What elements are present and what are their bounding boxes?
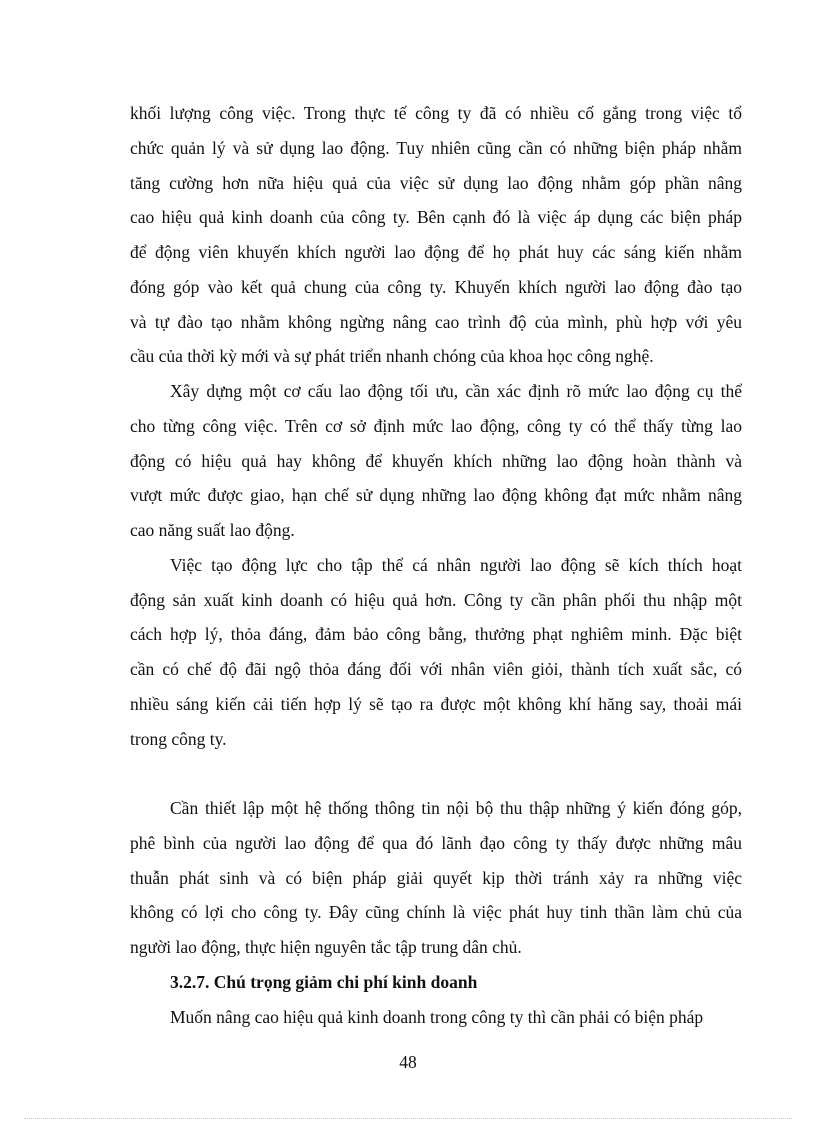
text-line: cầu của thời kỳ mới và sự phát triển nhanh chóng của khoa học công nghệ. bbox=[130, 346, 654, 367]
text-line: thuẫn phát sinh và có biện pháp giải quyết kịp thời tránh xảy ra những việc bbox=[130, 867, 742, 888]
text-line: Cần thiết lập một hệ thống thông tin nội bộ thu thập những ý kiến đóng góp, bbox=[170, 798, 742, 818]
page-bottom-divider bbox=[24, 1118, 792, 1119]
text-line: động có hiệu quả hay không để khuyến khích những lao động hoàn thành và bbox=[130, 450, 742, 471]
text-line: Xây dựng một cơ cấu lao động tối ưu, cần xác định rõ mức lao động cụ thể bbox=[170, 381, 742, 401]
text-line: nhiều sáng kiến cải tiến hợp lý sẽ tạo ra được một không khí hăng say, thoải mái bbox=[130, 693, 742, 714]
text-line: cho từng công việc. Trên cơ sở định mức lao động, công ty có thể thấy từng lao bbox=[130, 415, 742, 436]
paragraph-gap bbox=[130, 756, 742, 791]
section-heading: 3.2.7. Chú trọng giảm chi phí kinh doanh bbox=[170, 971, 478, 992]
text-line: Việc tạo động lực cho tập thể cá nhân người lao động sẽ kích thích hoạt bbox=[170, 554, 742, 575]
text-line: cách hợp lý, thỏa đáng, đảm bảo công bằng, thưởng phạt nghiêm minh. Đặc biệt bbox=[130, 624, 742, 645]
text-line: đóng góp vào kết quả chung của công ty. Khuyến khích người lao động đào tạo bbox=[130, 276, 742, 297]
text-line: cần có chế độ đãi ngộ thỏa đáng đối với nhân viên giỏi, thành tích xuất sắc, có bbox=[130, 659, 742, 679]
text-line: cao hiệu quả kinh doanh của công ty. Bên cạnh đó là việc áp dụng các biện pháp bbox=[130, 207, 742, 228]
text-line: khối lượng công việc. Trong thực tế công ty đã có nhiều cố gắng trong việc tổ bbox=[130, 103, 742, 123]
document-body bbox=[130, 96, 742, 1034]
text-line: trong công ty. bbox=[130, 728, 227, 749]
paragraph bbox=[130, 548, 742, 757]
text-line: không có lợi cho công ty. Đây cũng chính là việc phát huy tinh thần làm chủ của bbox=[130, 902, 742, 923]
page-number: 48 bbox=[399, 1052, 417, 1072]
text-line: chức quản lý và sử dụng lao động. Tuy nhiên cũng cần có những biện pháp nhằm bbox=[130, 137, 742, 158]
text-line: tăng cường hơn nữa hiệu quả của việc sử dụng lao động nhằm góp phần nâng bbox=[130, 172, 742, 193]
text-line: vượt mức được giao, hạn chế sử dụng những lao động không đạt mức nhằm nâng bbox=[130, 485, 742, 506]
text-line: Muốn nâng cao hiệu quả kinh doanh trong công ty thì cần phải có biện pháp bbox=[170, 1006, 704, 1027]
text-line: để động viên khuyến khích người lao động để họ phát huy các sáng kiến nhằm bbox=[130, 242, 742, 262]
text-line: và tự đào tạo nhằm không ngừng nâng cao trình độ của mình, phù hợp với yêu bbox=[130, 311, 742, 332]
paragraph bbox=[130, 374, 742, 548]
text-line: động sản xuất kinh doanh có hiệu quả hơn. Công ty cần phân phối thu nhập một bbox=[130, 589, 742, 610]
text-line: phê bình của người lao động để qua đó lãnh đạo công ty thấy được những mâu bbox=[130, 832, 742, 853]
text-line: người lao động, thực hiện nguyên tắc tập trung dân chủ. bbox=[130, 937, 522, 957]
paragraph bbox=[130, 96, 742, 374]
paragraph bbox=[130, 791, 742, 965]
text-line: cao năng suất lao động. bbox=[130, 520, 295, 540]
